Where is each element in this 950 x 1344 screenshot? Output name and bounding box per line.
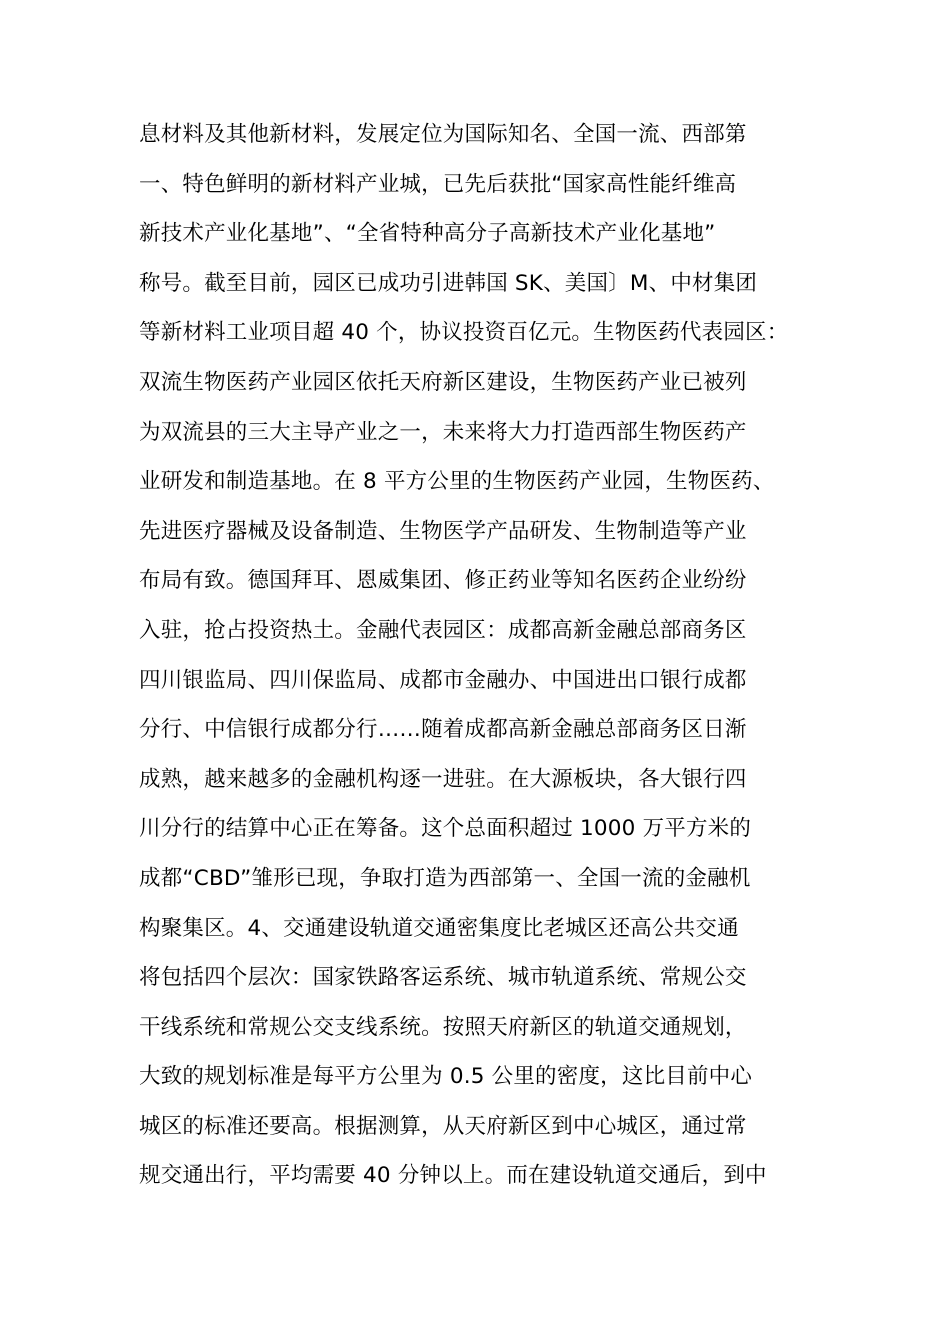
text-line: 大致的规划标准是每平方公里为 0.5 公里的密度，这比目前中心 <box>139 1064 753 1090</box>
text-line: 成都“CBD”雏形已现，争取打造为西部第一、全国一流的金融机 <box>139 865 751 891</box>
text-line: 干线系统和常规公交支线系统。按照天府新区的轨道交通规划， <box>139 1014 747 1040</box>
text-line: 新技术产业化基地”、“全省特种高分子高新技术产业化基地” <box>139 221 716 247</box>
text-line: 称号。截至目前，园区已成功引进韩国 SK、美国〕M、中材集团 <box>139 270 758 296</box>
text-line: 业研发和制造基地。在 8 平方公里的生物医药产业园，生物医药、 <box>139 469 775 495</box>
text-line: 一、特色鲜明的新材料产业城，已先后获批“国家高性能纤维高 <box>139 171 737 197</box>
text-line: 川分行的结算中心正在筹备。这个总面积超过 1000 万平方米的 <box>139 816 752 842</box>
text-line: 先进医疗器械及设备制造、生物医学产品研发、生物制造等产业 <box>139 518 747 544</box>
body-text <box>139 110 829 1201</box>
text-line: 等新材料工业项目超 40 个，协议投资百亿元。生物医药代表园区： <box>139 320 789 346</box>
text-line: 规交通出行，平均需要 40 分钟以上。而在建设轨道交通后，到中 <box>139 1163 767 1189</box>
text-line: 将包括四个层次：国家铁路客运系统、城市轨道系统、常规公交 <box>139 965 747 991</box>
text-line: 双流生物医药产业园区依托天府新区建设，生物医药产业已被列 <box>139 369 747 395</box>
text-line: 入驻，抢占投资热土。金融代表园区：成都高新金融总部商务区 <box>139 617 747 643</box>
text-line: 分行、中信银行成都分行……随着成都高新金融总部商务区日渐 <box>139 717 747 743</box>
text-line: 成熟，越来越多的金融机构逐一进驻。在大源板块，各大银行四 <box>139 766 747 792</box>
text-line: 息材料及其他新材料，发展定位为国际知名、全国一流、西部第 <box>139 122 747 147</box>
text-line: 城区的标准还要高。根据测算，从天府新区到中心城区，通过常 <box>139 1113 747 1139</box>
text-line: 布局有致。德国拜耳、恩威集团、修正药业等知名医药企业纷纷 <box>139 568 747 594</box>
text-line: 构聚集区。4、交通建设轨道交通密集度比老城区还高公共交通 <box>139 915 739 941</box>
text-line: 四川银监局、四川保监局、成都市金融办、中国进出口银行成都 <box>139 667 747 693</box>
text-line: 为双流县的三大主导产业之一，未来将大力打造西部生物医药产 <box>139 419 747 445</box>
